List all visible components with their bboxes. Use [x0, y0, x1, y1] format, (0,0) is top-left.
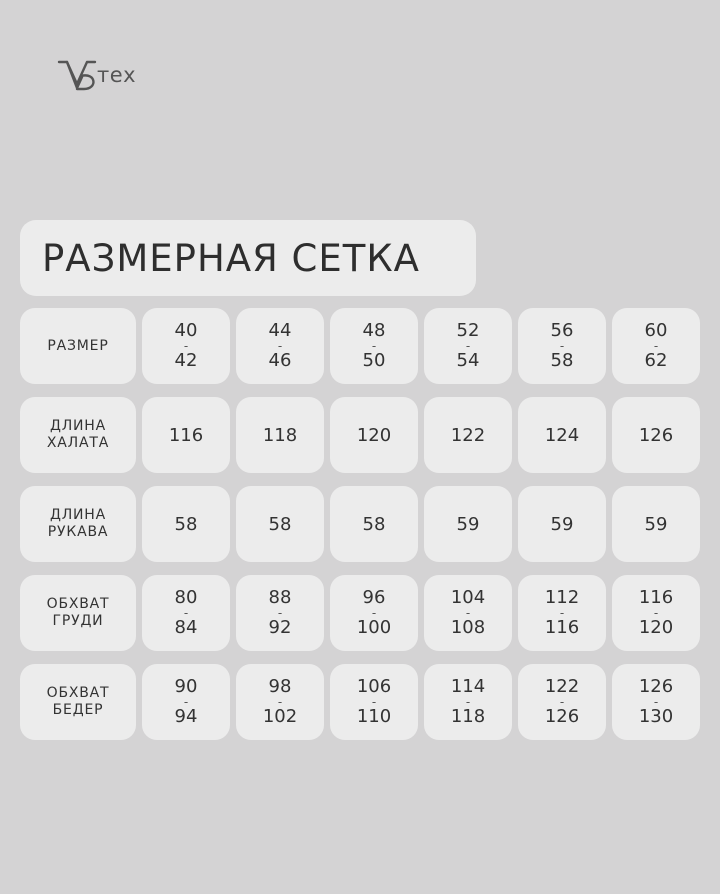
row-label	[20, 308, 136, 384]
range-start: 98	[268, 676, 292, 697]
row-label-line: ОБХВАТ	[46, 596, 110, 612]
range-start: 104	[450, 587, 486, 608]
range-start: 114	[450, 676, 486, 697]
brand-logo-mark-icon	[56, 58, 100, 92]
row-label	[20, 397, 136, 473]
value: 120	[356, 424, 392, 446]
range-separator: -	[465, 606, 471, 620]
row-label-line: РАЗМЕР	[47, 337, 109, 354]
size-cell	[518, 575, 606, 651]
row-label-line: РУКАВА	[47, 524, 109, 540]
range-end: 126	[544, 706, 580, 727]
size-cell	[518, 486, 606, 562]
range-separator: -	[277, 606, 283, 620]
size-cell	[330, 308, 418, 384]
size-cell	[518, 308, 606, 384]
range-separator: -	[183, 339, 189, 353]
size-cell	[236, 486, 324, 562]
range-end: 130	[638, 706, 674, 727]
range-start: 48	[362, 320, 386, 341]
size-cell	[236, 308, 324, 384]
size-cell	[142, 664, 230, 740]
size-cell	[612, 308, 700, 384]
size-cell	[612, 664, 700, 740]
row-label-line: БЕДЕР	[52, 702, 104, 718]
range-start: 96	[362, 587, 386, 608]
range-separator: -	[277, 339, 283, 353]
size-cell	[330, 575, 418, 651]
range-end: 54	[456, 350, 480, 371]
range-separator: -	[183, 606, 189, 620]
row-label-line: ДЛИНА	[49, 507, 107, 523]
range-end: 100	[356, 617, 392, 638]
range-start: 126	[638, 676, 674, 697]
range-end: 120	[638, 617, 674, 638]
row-label	[20, 486, 136, 562]
range-end: 102	[262, 706, 298, 727]
value: 58	[362, 513, 386, 535]
page-title: РАЗМЕРНАЯ СЕТКА	[20, 220, 476, 296]
row-label	[20, 575, 136, 651]
range-separator: -	[371, 695, 377, 709]
range-start: 56	[550, 320, 574, 341]
range-start: 106	[356, 676, 392, 697]
value: 116	[168, 424, 204, 446]
row-label	[20, 664, 136, 740]
value: 122	[450, 424, 486, 446]
range-start: 90	[174, 676, 198, 697]
row-label-line: ГРУДИ	[52, 613, 104, 629]
range-end: 118	[450, 706, 486, 727]
range-start: 52	[456, 320, 480, 341]
value: 126	[638, 424, 674, 446]
range-end: 108	[450, 617, 486, 638]
range-end: 50	[362, 350, 386, 371]
value: 124	[544, 424, 580, 446]
value: 59	[550, 513, 574, 535]
row-label-line: ДЛИНА	[49, 418, 107, 434]
range-separator: -	[653, 606, 659, 620]
value: 59	[644, 513, 668, 535]
row-label-line: ОБХВАТ	[46, 685, 110, 701]
range-separator: -	[653, 695, 659, 709]
size-cell	[236, 397, 324, 473]
range-start: 122	[544, 676, 580, 697]
size-cell	[518, 664, 606, 740]
range-end: 46	[268, 350, 292, 371]
size-cell	[612, 486, 700, 562]
range-separator: -	[465, 695, 471, 709]
size-table	[20, 308, 700, 740]
range-separator: -	[559, 606, 565, 620]
range-end: 116	[544, 617, 580, 638]
range-start: 116	[638, 587, 674, 608]
range-start: 40	[174, 320, 198, 341]
value: 58	[174, 513, 198, 535]
range-end: 92	[268, 617, 292, 638]
size-cell	[236, 575, 324, 651]
size-cell	[142, 575, 230, 651]
range-end: 62	[644, 350, 668, 371]
size-cell	[330, 486, 418, 562]
range-start: 60	[644, 320, 668, 341]
range-end: 110	[356, 706, 392, 727]
size-cell	[330, 397, 418, 473]
range-start: 112	[544, 587, 580, 608]
size-cell	[518, 397, 606, 473]
range-separator: -	[559, 339, 565, 353]
range-separator: -	[559, 695, 565, 709]
value: 59	[456, 513, 480, 535]
value: 118	[262, 424, 298, 446]
range-end: 58	[550, 350, 574, 371]
range-separator: -	[371, 606, 377, 620]
brand-logo	[56, 58, 136, 92]
range-separator: -	[183, 695, 189, 709]
row-label-line: ХАЛАТА	[46, 435, 110, 451]
size-cell	[424, 575, 512, 651]
range-end: 84	[174, 617, 198, 638]
size-cell	[612, 397, 700, 473]
size-cell	[330, 664, 418, 740]
size-cell	[142, 397, 230, 473]
range-separator: -	[277, 695, 283, 709]
value: 58	[268, 513, 292, 535]
brand-name: тех	[97, 63, 137, 87]
range-separator: -	[371, 339, 377, 353]
range-start: 80	[174, 587, 198, 608]
size-cell	[424, 308, 512, 384]
size-cell	[236, 664, 324, 740]
range-separator: -	[653, 339, 659, 353]
size-cell	[142, 308, 230, 384]
size-cell	[424, 486, 512, 562]
range-end: 42	[174, 350, 198, 371]
size-cell	[612, 575, 700, 651]
range-start: 44	[268, 320, 292, 341]
size-cell	[142, 486, 230, 562]
size-cell	[424, 397, 512, 473]
range-separator: -	[465, 339, 471, 353]
range-start: 88	[268, 587, 292, 608]
size-cell	[424, 664, 512, 740]
range-end: 94	[174, 706, 198, 727]
